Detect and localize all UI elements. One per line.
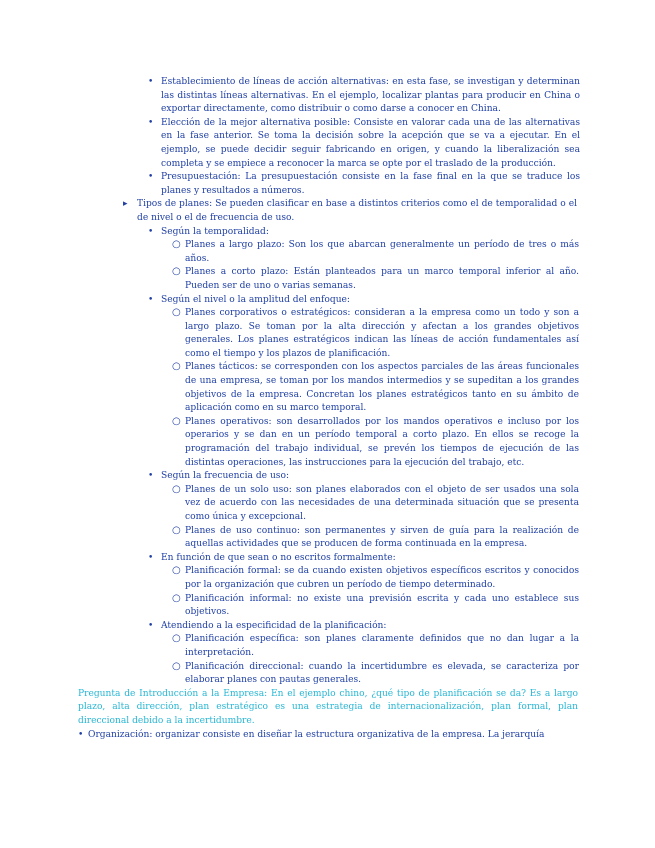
list-item-text: Planificación específica: son planes claramente definidos que no dan lugar a la interpretación. (185, 634, 579, 658)
list-item-level-1 (123, 198, 577, 225)
list-item-level-2 (148, 76, 580, 117)
list-item-text: Planificación direccional: cuando la incertidumbre es elevada, se caracteriza por elaborar planes con pautas generales. (185, 661, 579, 686)
list-item-text: Según la frecuencia de uso: (161, 471, 290, 482)
list-item-level-3 (172, 266, 579, 293)
list-item-text: En función de que sean o no escritos formalmente: (161, 552, 396, 563)
list-item-level-3 (172, 483, 579, 525)
list-item-level-3 (172, 307, 579, 361)
bullet-icon: • (148, 77, 154, 87)
bullet-icon: • (148, 471, 154, 482)
list-item-level-3 (172, 415, 579, 470)
list-item-text: Planes a corto plazo: Están planteados para un marco temporal inferior al año. Pueden ser de uno o varias semanas. (185, 267, 579, 291)
list-item-text: Planes tácticos: se corresponden con los aspectos parciales de las áreas funcionales de una empresa, se toman por los mandos intermedios y se supeditan a los grandes objetivos de la empresa. Concretan los planes estratégicos tanto en su ámbito de aplicación como en su marco temporal. (185, 362, 579, 414)
list-item-level-3 (172, 592, 579, 620)
list-item-level-3 (172, 633, 579, 660)
bullet-icon: ○ (172, 239, 181, 251)
bullet-icon: ○ (172, 361, 181, 373)
bullet-icon: ○ (172, 592, 181, 604)
bullet-icon: • (148, 294, 154, 305)
list-item-level-3 (172, 239, 579, 266)
list-item-text: Tipos de planes: Se pueden clasificar en base a distintos criterios como el de temporalidad o el de nivel o el de frecuencia de uso. (137, 199, 577, 223)
list-item-text: Presupuestación: La presupuestación consiste en la fase final en la que se traduce los planes y resultados a números. (161, 172, 580, 196)
list-item-text: Según la temporalidad: (161, 226, 269, 237)
list-item-level-0 (78, 729, 580, 743)
list-item-level-2 (148, 226, 580, 240)
list-item-level-2 (148, 171, 580, 198)
list-item-level-2 (148, 620, 580, 634)
bullet-icon: ▸ (123, 199, 128, 210)
document-content (0, 76, 655, 742)
list-item-level-3 (172, 524, 579, 552)
list-item-text: Según el nivel o la amplitud del enfoque: (161, 294, 350, 305)
list-item-text: Elección de la mejor alternativa posible: Consiste en valorar cada una de las alternativas en la fase anterior. Se toma la decisión sobre la acepción que se va a ejecutar. En el ejemplo, se puede decidir seguir fabricando en origen, y cuando la liberalización sea completa y se empiece a reconocer la marca se opte por el traslado de la producción. (161, 117, 580, 169)
bullet-icon: ○ (172, 266, 181, 278)
bullet-icon: ○ (172, 633, 181, 645)
list-item-text: Establecimiento de líneas de acción alternativas: en esta fase, se investigan y determinan las distintas líneas alternativas. En el ejemplo, localizar plantas para producir en China o exportar directamente, como distribuir o como darse a conocer en China. (161, 77, 580, 115)
list-item-text: Planes corporativos o estratégicos: consideran a la empresa como un todo y son a largo plazo. Se toman por la alta dirección y afectan a los grandes objetivos generales. Los planes estratégicos indican las líneas de acción fundamentales así como el tiempo y los plazos de planificación. (185, 308, 579, 359)
list-item-text: Planes operativos: son desarrollados por los mandos operativos e incluso por los operarios y se dan en un período temporal a corto plazo. En ellos se recoge la programación del trabajo individual, se prevén los tiempos de ejecución de las distintas operaciones, las instrucciones para la ejecución del trabajo, etc. (185, 416, 579, 468)
list-item-level-2 (148, 552, 580, 566)
bullet-icon: • (148, 117, 154, 128)
bullet-icon: ○ (172, 415, 181, 427)
list-item-level-2 (148, 294, 580, 308)
list-item-text: Atendiendo a la especificidad de la planificación: (161, 620, 387, 631)
list-item-level-3 (172, 361, 579, 415)
question-paragraph: Pregunta de Introducción a la Empresa: En el ejemplo chino, ¿qué tipo de planificación se da? Es a largo plazo, alta dirección, plan estratégico es una estrategia de internacionalización, plan formal, plan direccional debido a la incertidumbre. (78, 688, 578, 726)
bullet-icon: • (148, 172, 154, 183)
bullet-icon: ○ (172, 307, 181, 319)
list-item-text: Planificación informal: no existe una previsión escrita y cada uno establece sus objetivos. (185, 593, 579, 618)
bullet-icon: • (148, 620, 154, 631)
list-item-text: Planes de un solo uso: son planes elaborados con el objeto de ser usados una sola vez de acuerdo con las necesidades de una determinada situación que se presenta como única y excepcional. (185, 484, 579, 522)
bullet-icon: ○ (172, 660, 181, 672)
bullet-icon: ○ (172, 524, 181, 536)
list-item-text: Organización: organizar consiste en diseñar la estructura organizativa de la empresa. La jerarquía (88, 729, 545, 740)
list-item-text: Planes a largo plazo: Son los que abarcan generalmente un período de tres o más años. (185, 240, 579, 264)
bullet-icon: ○ (172, 483, 181, 495)
bullet-icon: ○ (172, 565, 181, 577)
list-item-level-2 (148, 470, 580, 484)
list-item-level-2 (148, 117, 580, 171)
list-item-text: Planificación formal: se da cuando existen objetivos específicos escritos y conocidos por la organización que cubren un período de tiempo determinado. (185, 566, 579, 590)
list-item-text: Planes de uso continuo: son permanentes y sirven de guía para la realización de aquellas actividades que se producen de forma continuada en la empresa. (185, 525, 579, 550)
bullet-icon: • (148, 552, 154, 563)
bullet-icon: • (78, 729, 84, 740)
bullet-icon: • (148, 226, 154, 237)
list-item-level-3 (172, 565, 579, 592)
list-item-level-3 (172, 660, 579, 688)
